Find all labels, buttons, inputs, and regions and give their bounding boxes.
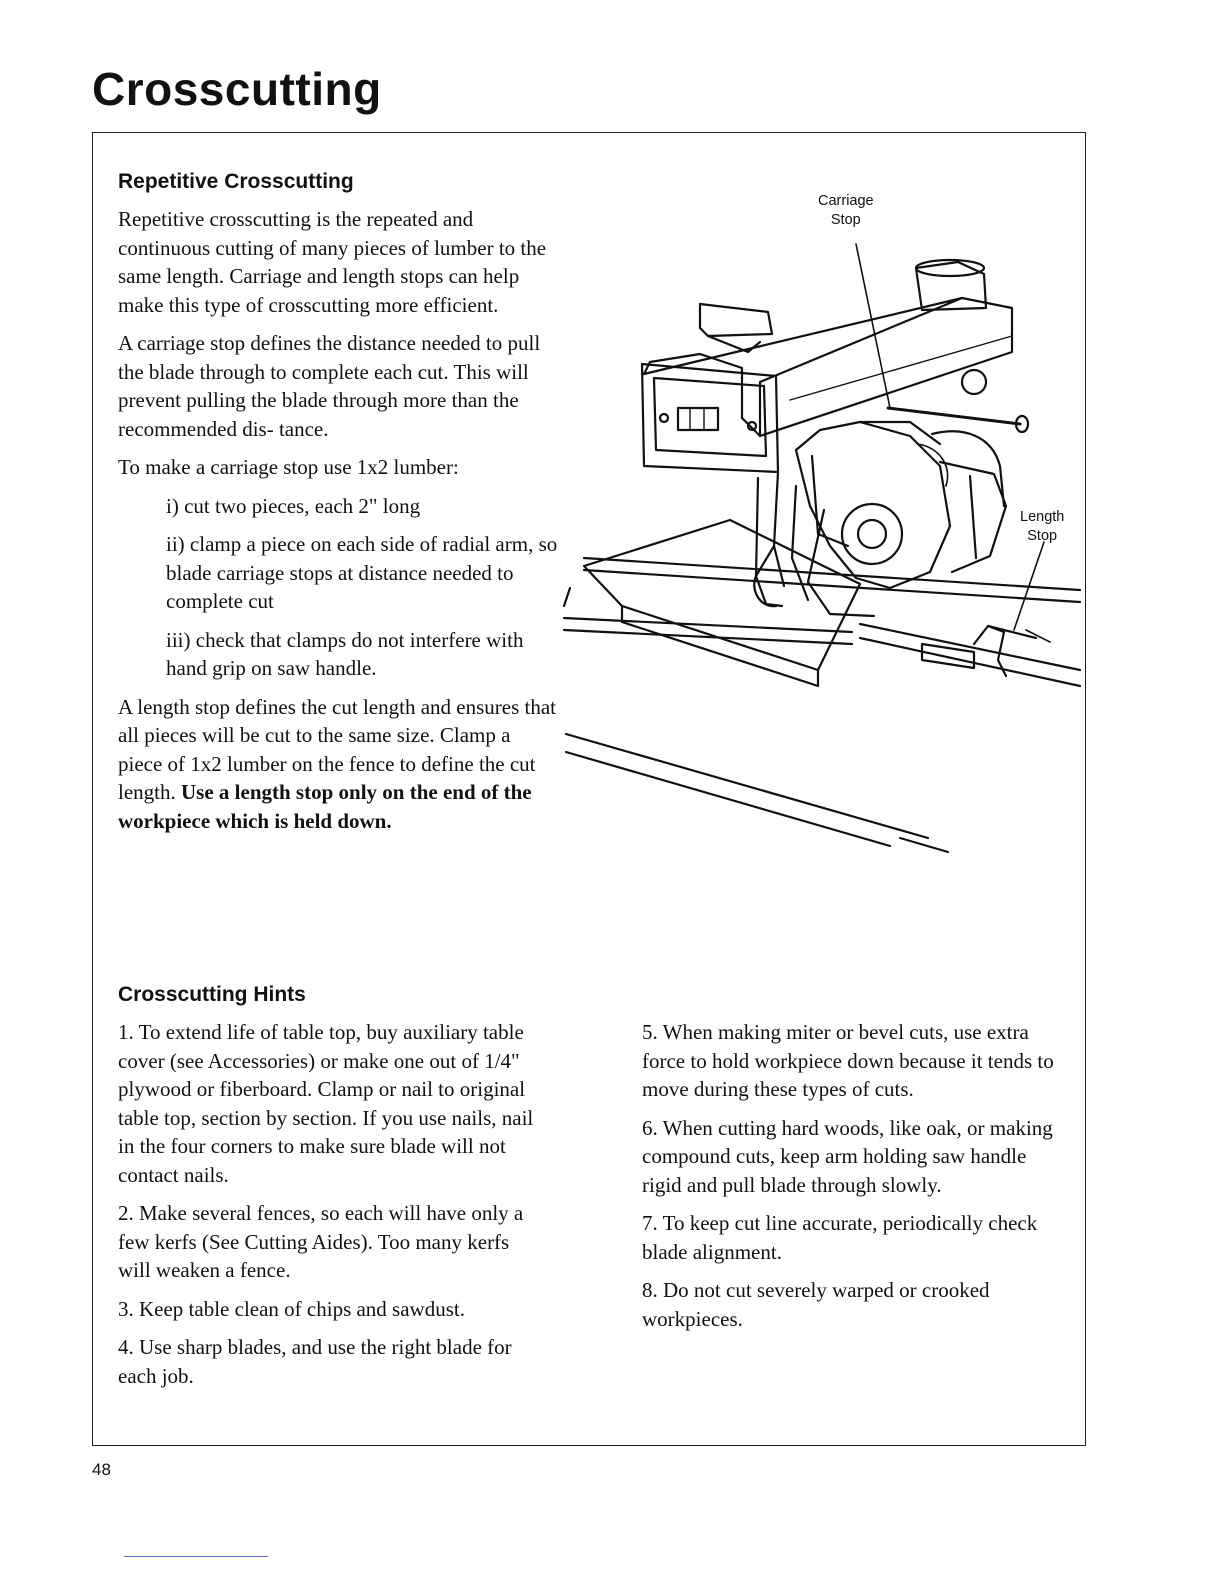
length-stop-callout <box>1020 508 1064 546</box>
callout-line: Length <box>1020 509 1065 525</box>
hints-right-column <box>642 1018 1062 1343</box>
callout-line: Stop <box>1027 528 1058 544</box>
hints-left-column <box>118 1018 538 1400</box>
repetitive-crosscutting-text <box>118 205 558 845</box>
footer-rule <box>124 1556 268 1557</box>
page-title: Crosscutting <box>92 63 382 115</box>
intro-paragraph: Repetitive crosscutting is the repeated and continuous cutting of many pieces of lumber to the same length. Carriage and length stops can help make this type of crosscutting more efficient. <box>118 207 547 317</box>
hint-item: 1. To extend life of table top, buy auxiliary table cover (see Accessories) or make one out of 1/4" plywood or fiberboard. Clamp or nail to original table top, section by section. If you use nails, nail in the four corners to make sure blade will not contact nails. <box>118 1020 534 1187</box>
length-stop-warning: Use a length stop only on the end of the workpiece which is held down. <box>118 780 532 833</box>
repetitive-crosscutting-heading: Repetitive Crosscutting <box>118 170 354 193</box>
step-2: ii) clamp a piece on each side of radial arm, so blade carriage stops at distance needed to complete cut <box>166 532 558 613</box>
crosscutting-hints-heading: Crosscutting Hints <box>118 983 306 1006</box>
callout-line: Carriage <box>818 193 874 209</box>
hint-item: 5. When making miter or bevel cuts, use extra force to hold workpiece down because it tends to move during these types of cuts. <box>642 1020 1054 1101</box>
step-1: i) cut two pieces, each 2" long <box>166 493 421 518</box>
step-3: iii) check that clamps do not interfere with hand grip on saw handle. <box>166 627 524 680</box>
hint-item: 2. Make several fences, so each will have only a few kerfs (See Cutting Aides). Too many kerfs will weaken a fence. <box>118 1201 524 1282</box>
hint-item: 4. Use sharp blades, and use the right blade for each job. <box>118 1335 512 1388</box>
hint-item: 3. Keep table clean of chips and sawdust. <box>118 1296 465 1321</box>
page-number: 48 <box>92 1460 111 1479</box>
carriage-stop-callout <box>818 192 874 230</box>
callout-line: Stop <box>830 212 861 228</box>
hint-item: 7. To keep cut line accurate, periodically check blade alignment. <box>642 1211 1038 1264</box>
length-stop-paragraph <box>118 693 558 836</box>
carriage-stop-paragraph: A carriage stop defines the distance needed to pull the blade through to complete each cut. This will prevent pulling the blade through more than the recommended dis- tance. <box>118 331 541 441</box>
carriage-stop-instructions: To make a carriage stop use 1x2 lumber: <box>118 455 459 479</box>
hint-item: 8. Do not cut severely warped or crooked workpieces. <box>642 1278 990 1331</box>
length-stop-text: A length stop defines the cut length and ensures that all pieces will be cut to the same size. Clamp a piece of 1x2 lumber on the fence to define the cut length. <box>118 694 556 804</box>
radial-arm-saw-illustration <box>560 186 1090 866</box>
hint-item: 6. When cutting hard woods, like oak, or making compound cuts, keep arm holding saw handle rigid and pull blade through slowly. <box>642 1115 1053 1197</box>
